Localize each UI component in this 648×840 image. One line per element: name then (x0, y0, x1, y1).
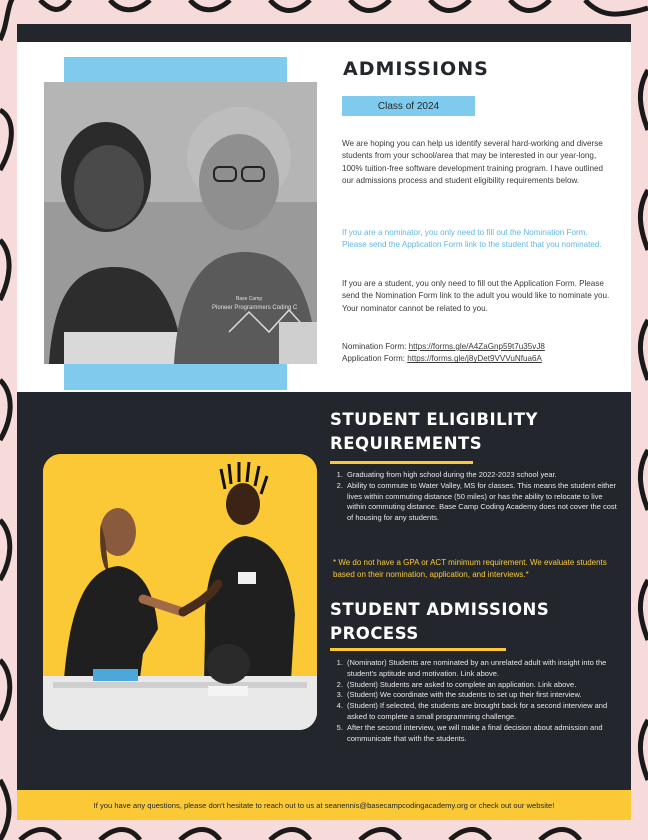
list-item: 1. (Nominator) Students are nominated by an unrelated adult with insight into the student's aptitude and motivation. Link above. (345, 658, 623, 680)
process-heading-line-2: PROCESS (330, 624, 419, 643)
nomination-form-label: Nomination Form: (342, 342, 407, 351)
application-form-row (342, 353, 545, 365)
application-form-link[interactable]: https://forms.gle/j8yDet9VVVuNfua6A (407, 354, 542, 364)
student-paragraph: If you are a student, you only need to fill out the Application Form. Please send the Nomination Form link to the adult you would like to nominate you. Your nominator cannot be related to you. (342, 279, 610, 313)
shirt-text-1: Base Camp (236, 296, 263, 302)
shirt-text-2: Pioneer Programmers Coding C (212, 305, 298, 311)
admissions-flyer (17, 24, 631, 820)
eligibility-heading-line-1: STUDENT ELIGIBILITY (330, 410, 538, 429)
page-title: ADMISSIONS (343, 58, 489, 80)
contact-footer: If you have any questions, please don't hesitate to reach out to us at seanennis@basecampcodingacademy.org or check out our website! (17, 790, 631, 820)
top-bar (17, 24, 631, 42)
eligibility-heading (330, 408, 538, 456)
students-photo (44, 82, 317, 364)
process-heading-line-1: STUDENT ADMISSIONS (330, 600, 550, 619)
nomination-form-row (342, 341, 545, 353)
process-heading (330, 598, 549, 646)
nominator-paragraph: If you are a nominator, you only need to fill out the Nomination Form. Please send the Application Form link to the student that you nominated. (342, 228, 602, 250)
list-item: 4. (Student) If selected, the students are brought back for a second interview and asked to complete a small programming challenge. (345, 701, 623, 723)
nomination-form-link[interactable]: https://forms.gle/A4ZaGnp59t7u35vJ8 (408, 342, 545, 351)
requirements-section (17, 392, 631, 790)
process-list (333, 658, 623, 744)
list-item: 1. Graduating from high school during the 2022-2023 school year. (345, 470, 623, 481)
eligibility-underline (330, 461, 473, 464)
list-item: 3. (Student) We coordinate with the students to set up their first interview. (345, 690, 623, 701)
eligibility-heading-line-2: REQUIREMENTS (330, 434, 483, 453)
list-item: 5. After the second interview, we will make a final decision about admission and communicate that with the students. (345, 723, 623, 745)
handshake-photo (43, 454, 317, 730)
process-underline (330, 648, 506, 651)
application-form-label: Application Form: (342, 354, 405, 364)
gpa-note: * We do not have a GPA or ACT minimum requirement. We evaluate students based on their nomination, application, and interviews.* (333, 558, 607, 579)
intro-paragraph: We are hoping you can help us identify several hard-working and diverse students from your school/area that may be interested in our year-long, 100% tuition-free software development training program. I have outlined our admissions process and student eligibility requirements below. (342, 139, 603, 185)
eligibility-list (333, 470, 623, 524)
class-badge: Class of 2024 (342, 96, 475, 116)
list-item: 2. (Student) Students are asked to complete an application. Link above. (345, 680, 623, 691)
list-item: 2. Ability to commute to Water Valley, MS for classes. This means the student either lives within commuting distance (50 miles) or has the ability to relocate to live within commuting distance. Base Camp Coding Academy does not cover the cost of housing for any students. (345, 481, 623, 524)
form-links (342, 341, 545, 366)
